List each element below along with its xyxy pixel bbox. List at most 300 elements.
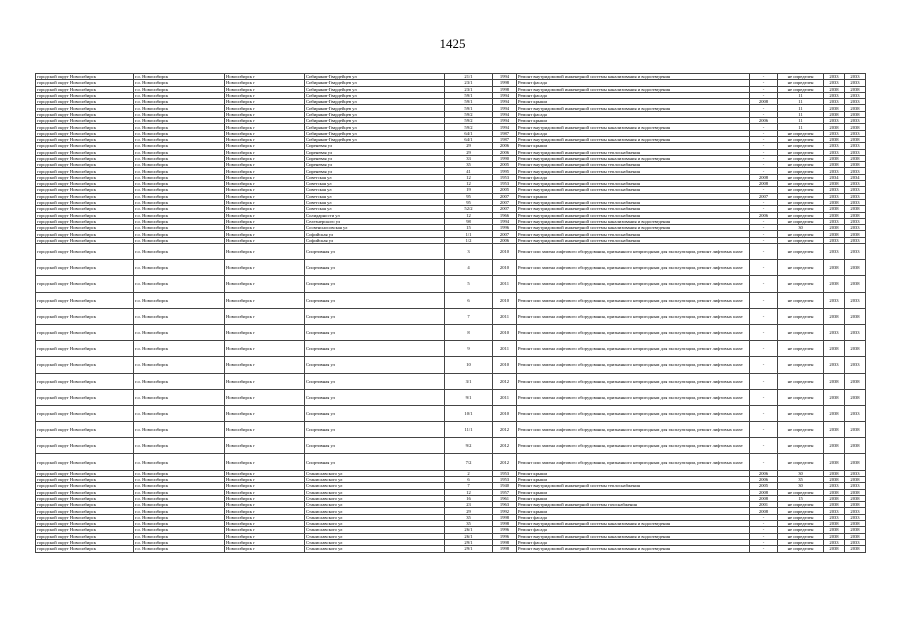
plan-year-from-cell: 2038 (824, 124, 845, 130)
street-cell: Советская ул (305, 187, 445, 193)
street-cell: Сиреневая ул (305, 143, 445, 149)
settlement-cell: г.о. Новосибирск (134, 373, 225, 389)
wear-cell: не определен (778, 324, 824, 340)
work-type-cell: Ремонт внутридомовой инженерной системы канализования и водоотведения (517, 225, 750, 231)
plan-year-from-cell: 2033 (824, 218, 845, 224)
municipality-cell: городской округ Новосибирск (36, 92, 134, 98)
wear-cell: не определен (778, 181, 824, 187)
plan-year-from-cell: 2033 (824, 244, 845, 260)
locality-cell: Новосибирск г (225, 533, 305, 539)
settlement-cell: г.о. Новосибирск (134, 237, 225, 243)
plan-year-to-cell: 2038 (845, 86, 866, 92)
municipality-cell: городской округ Новосибирск (36, 502, 134, 508)
plan-year-to-cell: 2033 (845, 324, 866, 340)
plan-year-to-cell: 2038 (845, 546, 866, 552)
street-cell: Сибиряков-Гвардейцев ул (305, 92, 445, 98)
plan-year-to-cell: 2033 (845, 199, 866, 205)
wear-cell: не определен (778, 308, 824, 324)
plan-year-from-cell: 2033 (824, 508, 845, 514)
plan-year-from-cell: 2038 (824, 212, 845, 218)
locality-cell: Новосибирск г (225, 373, 305, 389)
locality-cell: Новосибирск г (225, 199, 305, 205)
wear-cell: не определен (778, 539, 824, 545)
year-built-cell: 2007 (493, 199, 517, 205)
last-repair-year-cell: 2006 (750, 118, 778, 124)
plan-year-to-cell: 2038 (845, 124, 866, 130)
plan-year-from-cell: 2038 (824, 155, 845, 161)
street-cell: Сибиряков-Гвардейцев ул (305, 124, 445, 130)
plan-year-from-cell: 2038 (824, 454, 845, 470)
plan-year-from-cell: 2033 (824, 483, 845, 489)
year-built-cell: 1961 (493, 495, 517, 501)
work-type-cell: Ремонт или замена лифтового оборудования, признанного непригодным для эксплуатации, ремонт лифтовых шахт (517, 308, 750, 324)
year-built-cell: 2006 (493, 143, 517, 149)
work-type-cell: Ремонт или замена лифтового оборудования, признанного непригодным для эксплуатации, ремонт лифтовых шахт (517, 357, 750, 373)
wear-cell: не определен (778, 193, 824, 199)
page-number: 1425 (439, 36, 466, 51)
work-type-cell: Ремонт крыши (517, 508, 750, 514)
house-number-cell: 7 (445, 483, 493, 489)
plan-year-to-cell: 2033 (845, 483, 866, 489)
year-built-cell: 2012 (493, 373, 517, 389)
settlement-cell: г.о. Новосибирск (134, 218, 225, 224)
plan-year-from-cell: 2038 (824, 308, 845, 324)
plan-year-to-cell: 2038 (845, 489, 866, 495)
municipality-cell: городской округ Новосибирск (36, 533, 134, 539)
street-cell: Солидарности ул (305, 212, 445, 218)
year-built-cell: 1994 (493, 124, 517, 130)
wear-cell: 11 (778, 99, 824, 105)
locality-cell: Новосибирск г (225, 341, 305, 357)
street-cell: Софийская ул (305, 231, 445, 237)
table-row (36, 405, 866, 421)
work-type-cell: Ремонт внутридомовой инженерной системы теплоснабжения (517, 162, 750, 168)
locality-cell: Новосибирск г (225, 74, 305, 80)
house-number-cell: 2 (445, 470, 493, 476)
plan-year-to-cell: 2038 (845, 438, 866, 454)
last-repair-year-cell: 2006 (750, 476, 778, 482)
street-cell: Сибиряков-Гвардейцев ул (305, 99, 445, 105)
year-built-cell: 1963 (493, 502, 517, 508)
municipality-cell: городской округ Новосибирск (36, 438, 134, 454)
locality-cell: Новосибирск г (225, 143, 305, 149)
year-built-cell: 2012 (493, 422, 517, 438)
last-repair-year-cell: - (750, 124, 778, 130)
work-type-cell: Ремонт внутридомовой инженерной системы теплоснабжения (517, 237, 750, 243)
street-cell: Станиславского ул (305, 546, 445, 552)
wear-cell: не определен (778, 521, 824, 527)
year-built-cell: 1998 (493, 80, 517, 86)
work-type-cell: Ремонт фасада (517, 80, 750, 86)
settlement-cell: г.о. Новосибирск (134, 187, 225, 193)
last-repair-year-cell: - (750, 206, 778, 212)
plan-year-to-cell: 2033 (845, 470, 866, 476)
plan-year-to-cell: 2033 (845, 292, 866, 308)
settlement-cell: г.о. Новосибирск (134, 111, 225, 117)
house-number-cell: 33 (445, 155, 493, 161)
plan-year-to-cell: 2038 (845, 162, 866, 168)
table-row (36, 357, 866, 373)
work-type-cell: Ремонт или замена лифтового оборудования, признанного непригодным для эксплуатации, ремонт лифтовых шахт (517, 260, 750, 276)
house-number-cell: 3 (445, 244, 493, 260)
municipality-cell: городской округ Новосибирск (36, 130, 134, 136)
year-built-cell: 2006 (493, 149, 517, 155)
wear-cell: не определен (778, 174, 824, 180)
last-repair-year-cell: - (750, 162, 778, 168)
settlement-cell: г.о. Новосибирск (134, 508, 225, 514)
plan-year-to-cell: 2038 (845, 231, 866, 237)
work-type-cell: Ремонт крыши (517, 118, 750, 124)
work-type-cell: Ремонт крыши (517, 143, 750, 149)
wear-cell: не определен (778, 276, 824, 292)
municipality-cell: городской округ Новосибирск (36, 405, 134, 421)
house-number-cell: 4 (445, 260, 493, 276)
work-type-cell: Ремонт или замена лифтового оборудования, признанного непригодным для эксплуатации, ремонт лифтовых шахт (517, 389, 750, 405)
municipality-cell: городской округ Новосибирск (36, 206, 134, 212)
work-type-cell: Ремонт внутридомовой инженерной системы канализования и водоотведения (517, 74, 750, 80)
plan-year-to-cell: 2033 (845, 508, 866, 514)
street-cell: Спортивная ул (305, 341, 445, 357)
settlement-cell: г.о. Новосибирск (134, 231, 225, 237)
wear-cell: не определен (778, 502, 824, 508)
year-built-cell: 2012 (493, 438, 517, 454)
settlement-cell: г.о. Новосибирск (134, 99, 225, 105)
wear-cell: не определен (778, 231, 824, 237)
settlement-cell: г.о. Новосибирск (134, 546, 225, 552)
locality-cell: Новосибирск г (225, 130, 305, 136)
wear-cell: не определен (778, 199, 824, 205)
last-repair-year-cell: - (750, 308, 778, 324)
street-cell: Спортивная ул (305, 260, 445, 276)
plan-year-from-cell: 2038 (824, 199, 845, 205)
last-repair-year-cell: - (750, 514, 778, 520)
locality-cell: Новосибирск г (225, 206, 305, 212)
year-built-cell: 1995 (493, 168, 517, 174)
wear-cell: 30 (778, 470, 824, 476)
settlement-cell: г.о. Новосибирск (134, 225, 225, 231)
municipality-cell: городской округ Новосибирск (36, 521, 134, 527)
wear-cell: не определен (778, 130, 824, 136)
house-number-cell: 29/1 (445, 539, 493, 545)
locality-cell: Новосибирск г (225, 155, 305, 161)
work-type-cell: Ремонт фасада (517, 527, 750, 533)
plan-year-to-cell: 2038 (845, 495, 866, 501)
house-number-cell: 7 (445, 308, 493, 324)
work-type-cell: Ремонт фасада (517, 130, 750, 136)
plan-year-from-cell: 2033 (824, 99, 845, 105)
municipality-cell: городской округ Новосибирск (36, 99, 134, 105)
settlement-cell: г.о. Новосибирск (134, 149, 225, 155)
work-type-cell: Ремонт внутридомовой инженерной системы теплоснабжения (517, 483, 750, 489)
settlement-cell: г.о. Новосибирск (134, 527, 225, 533)
settlement-cell: г.о. Новосибирск (134, 92, 225, 98)
locality-cell: Новосибирск г (225, 357, 305, 373)
work-type-cell: Ремонт внутридомовой инженерной системы канализования и водоотведения (517, 86, 750, 92)
plan-year-from-cell: 2038 (824, 111, 845, 117)
table-row (36, 244, 866, 260)
wear-cell: не определен (778, 357, 824, 373)
municipality-cell: городской округ Новосибирск (36, 225, 134, 231)
settlement-cell: г.о. Новосибирск (134, 168, 225, 174)
settlement-cell: г.о. Новосибирск (134, 476, 225, 482)
plan-year-to-cell: 2033 (845, 514, 866, 520)
street-cell: Станиславского ул (305, 521, 445, 527)
municipality-cell: городской округ Новосибирск (36, 199, 134, 205)
street-cell: Спортивная ул (305, 308, 445, 324)
plan-year-from-cell: 2038 (824, 489, 845, 495)
municipality-cell: городской округ Новосибирск (36, 231, 134, 237)
plan-year-from-cell: 2038 (824, 495, 845, 501)
locality-cell: Новосибирск г (225, 218, 305, 224)
street-cell: Софийская ул (305, 237, 445, 243)
locality-cell: Новосибирск г (225, 546, 305, 552)
plan-year-to-cell: 2033 (845, 405, 866, 421)
municipality-cell: городской округ Новосибирск (36, 546, 134, 552)
street-cell: Спортивная ул (305, 454, 445, 470)
plan-year-from-cell: 2038 (824, 389, 845, 405)
last-repair-year-cell: - (750, 422, 778, 438)
wear-cell: не определен (778, 527, 824, 533)
wear-cell: не определен (778, 168, 824, 174)
plan-year-to-cell: 2033 (845, 218, 866, 224)
house-number-cell: 59/1 (445, 105, 493, 111)
settlement-cell: г.о. Новосибирск (134, 341, 225, 357)
wear-cell: 11 (778, 118, 824, 124)
wear-cell: не определен (778, 155, 824, 161)
house-number-cell: 29 (445, 149, 493, 155)
street-cell: Сосвенсносовская ул (305, 225, 445, 231)
work-type-cell: Ремонт внутридомовой инженерной системы канализования и водоотведения (517, 533, 750, 539)
plan-year-to-cell: 2038 (845, 111, 866, 117)
year-built-cell: 1996 (493, 225, 517, 231)
house-number-cell: 26/1 (445, 527, 493, 533)
plan-year-to-cell: 2038 (845, 527, 866, 533)
municipality-cell: городской округ Новосибирск (36, 244, 134, 260)
locality-cell: Новосибирск г (225, 389, 305, 405)
settlement-cell: г.о. Новосибирск (134, 181, 225, 187)
plan-year-to-cell: 2038 (845, 136, 866, 142)
last-repair-year-cell: - (750, 527, 778, 533)
plan-year-to-cell: 2038 (845, 308, 866, 324)
house-number-cell: 12 (445, 174, 493, 180)
wear-cell: не определен (778, 508, 824, 514)
settlement-cell: г.о. Новосибирск (134, 495, 225, 501)
locality-cell: Новосибирск г (225, 225, 305, 231)
municipality-cell: городской округ Новосибирск (36, 193, 134, 199)
locality-cell: Новосибирск г (225, 502, 305, 508)
work-type-cell: Ремонт фасада (517, 111, 750, 117)
year-built-cell: 1953 (493, 174, 517, 180)
table-row (36, 260, 866, 276)
locality-cell: Новосибирск г (225, 260, 305, 276)
plan-year-from-cell: 2038 (824, 260, 845, 276)
street-cell: Спортивная ул (305, 292, 445, 308)
last-repair-year-cell: 2008 (750, 489, 778, 495)
locality-cell: Новосибирск г (225, 111, 305, 117)
last-repair-year-cell: - (750, 244, 778, 260)
municipality-cell: городской округ Новосибирск (36, 389, 134, 405)
year-built-cell: 1994 (493, 118, 517, 124)
settlement-cell: г.о. Новосибирск (134, 193, 225, 199)
plan-year-from-cell: 2033 (824, 143, 845, 149)
last-repair-year-cell: - (750, 136, 778, 142)
house-number-cell: 10/1 (445, 405, 493, 421)
work-type-cell: Ремонт внутридомовой инженерной системы теплоснабжения (517, 181, 750, 187)
year-built-cell: 1994 (493, 99, 517, 105)
last-repair-year-cell: - (750, 521, 778, 527)
house-number-cell: 9/1 (445, 389, 493, 405)
work-type-cell: Ремонт крыши (517, 193, 750, 199)
table-row (36, 373, 866, 389)
year-built-cell: 1994 (493, 92, 517, 98)
last-repair-year-cell: - (750, 405, 778, 421)
locality-cell: Новосибирск г (225, 118, 305, 124)
plan-year-to-cell: 2038 (845, 206, 866, 212)
plan-year-to-cell: 2033 (845, 225, 866, 231)
last-repair-year-cell: 2008 (750, 181, 778, 187)
house-number-cell: 12 (445, 181, 493, 187)
plan-year-to-cell: 2033 (845, 187, 866, 193)
work-type-cell: Ремонт внутридомовой инженерной системы теплоснабжения (517, 212, 750, 218)
year-built-cell: 1992 (493, 508, 517, 514)
locality-cell: Новосибирск г (225, 422, 305, 438)
plan-year-from-cell: 2038 (824, 521, 845, 527)
municipality-cell: городской округ Новосибирск (36, 341, 134, 357)
house-number-cell: 16 (445, 495, 493, 501)
locality-cell: Новосибирск г (225, 454, 305, 470)
municipality-cell: городской округ Новосибирск (36, 373, 134, 389)
house-number-cell: 59/2 (445, 118, 493, 124)
wear-cell: 11 (778, 124, 824, 130)
municipality-cell: городской округ Новосибирск (36, 181, 134, 187)
last-repair-year-cell: - (750, 74, 778, 80)
year-built-cell: 2010 (493, 292, 517, 308)
municipality-cell: городской округ Новосибирск (36, 357, 134, 373)
plan-year-from-cell: 2038 (824, 476, 845, 482)
plan-year-from-cell: 2038 (824, 546, 845, 552)
street-cell: Сибиряков-Гвардейцев ул (305, 130, 445, 136)
plan-year-to-cell: 2038 (845, 341, 866, 357)
municipality-cell: городской округ Новосибирск (36, 324, 134, 340)
street-cell: Сибиряков-Гвардейцев ул (305, 74, 445, 80)
year-built-cell: 1994 (493, 105, 517, 111)
plan-year-from-cell: 2033 (824, 514, 845, 520)
last-repair-year-cell: - (750, 143, 778, 149)
table-row (36, 546, 866, 552)
street-cell: Станиславского ул (305, 508, 445, 514)
municipality-cell: городской округ Новосибирск (36, 155, 134, 161)
year-built-cell: 2010 (493, 260, 517, 276)
register-table (35, 73, 866, 553)
settlement-cell: г.о. Новосибирск (134, 422, 225, 438)
work-type-cell: Ремонт внутридомовой инженерной системы теплоснабжения (517, 168, 750, 174)
settlement-cell: г.о. Новосибирск (134, 86, 225, 92)
wear-cell: не определен (778, 80, 824, 86)
work-type-cell: Ремонт внутридомовой инженерной системы канализования и водоотведения (517, 136, 750, 142)
house-number-cell: 11/1 (445, 422, 493, 438)
last-repair-year-cell: - (750, 237, 778, 243)
year-built-cell: 2010 (493, 405, 517, 421)
work-type-cell: Ремонт фасада (517, 92, 750, 98)
house-number-cell: 21/1 (445, 74, 493, 80)
plan-year-to-cell: 2034 (845, 174, 866, 180)
street-cell: Станиславского ул (305, 514, 445, 520)
work-type-cell: Ремонт внутридомовой инженерной системы канализования и водоотведения (517, 218, 750, 224)
street-cell: Станиславского ул (305, 470, 445, 476)
last-repair-year-cell: - (750, 292, 778, 308)
plan-year-to-cell: 2033 (845, 92, 866, 98)
year-built-cell: 1953 (493, 476, 517, 482)
locality-cell: Новосибирск г (225, 99, 305, 105)
table-row (36, 438, 866, 454)
year-built-cell: 2012 (493, 454, 517, 470)
settlement-cell: г.о. Новосибирск (134, 324, 225, 340)
house-number-cell: 3/1 (445, 373, 493, 389)
plan-year-from-cell: 2038 (824, 225, 845, 231)
wear-cell: не определен (778, 405, 824, 421)
last-repair-year-cell: - (750, 324, 778, 340)
year-built-cell: 2011 (493, 389, 517, 405)
locality-cell: Новосибирск г (225, 136, 305, 142)
last-repair-year-cell: - (750, 357, 778, 373)
settlement-cell: г.о. Новосибирск (134, 483, 225, 489)
last-repair-year-cell: 2008 (750, 174, 778, 180)
settlement-cell: г.о. Новосибирск (134, 174, 225, 180)
wear-cell: не определен (778, 74, 824, 80)
wear-cell: не определен (778, 546, 824, 552)
municipality-cell: городской округ Новосибирск (36, 422, 134, 438)
work-type-cell: Ремонт внутридомовой инженерной системы канализования и водоотведения (517, 124, 750, 130)
plan-year-from-cell: 2033 (824, 237, 845, 243)
last-repair-year-cell: - (750, 155, 778, 161)
street-cell: Спортивная ул (305, 389, 445, 405)
settlement-cell: г.о. Новосибирск (134, 155, 225, 161)
house-number-cell: 95 (445, 193, 493, 199)
last-repair-year-cell: - (750, 80, 778, 86)
municipality-cell: городской округ Новосибирск (36, 162, 134, 168)
locality-cell: Новосибирск г (225, 212, 305, 218)
plan-year-from-cell: 2034 (824, 174, 845, 180)
street-cell: Советская ул (305, 199, 445, 205)
year-built-cell: 2007 (493, 193, 517, 199)
work-type-cell: Ремонт внутридомовой инженерной системы теплоснабжения (517, 199, 750, 205)
last-repair-year-cell: 2008 (750, 508, 778, 514)
settlement-cell: г.о. Новосибирск (134, 521, 225, 527)
street-cell: Спортивная ул (305, 422, 445, 438)
plan-year-to-cell: 2033 (845, 130, 866, 136)
locality-cell: Новосибирск г (225, 495, 305, 501)
locality-cell: Новосибирск г (225, 476, 305, 482)
wear-cell: не определен (778, 162, 824, 168)
house-number-cell: 29 (445, 143, 493, 149)
last-repair-year-cell: - (750, 546, 778, 552)
plan-year-to-cell: 2038 (845, 212, 866, 218)
locality-cell: Новосибирск г (225, 438, 305, 454)
locality-cell: Новосибирск г (225, 244, 305, 260)
wear-cell: не определен (778, 136, 824, 142)
house-number-cell: 7/2 (445, 454, 493, 470)
work-type-cell: Ремонт внутридомовой инженерной системы теплоснабжения (517, 231, 750, 237)
last-repair-year-cell: - (750, 92, 778, 98)
table-row (36, 324, 866, 340)
locality-cell: Новосибирск г (225, 521, 305, 527)
work-type-cell: Ремонт крыши (517, 489, 750, 495)
settlement-cell: г.о. Новосибирск (134, 292, 225, 308)
work-type-cell: Ремонт внутридомовой инженерной системы теплоснабжения (517, 187, 750, 193)
municipality-cell: городской округ Новосибирск (36, 105, 134, 111)
work-type-cell: Ремонт или замена лифтового оборудования, признанного непригодным для эксплуатации, ремонт лифтовых шахт (517, 405, 750, 421)
plan-year-from-cell: 2038 (824, 502, 845, 508)
